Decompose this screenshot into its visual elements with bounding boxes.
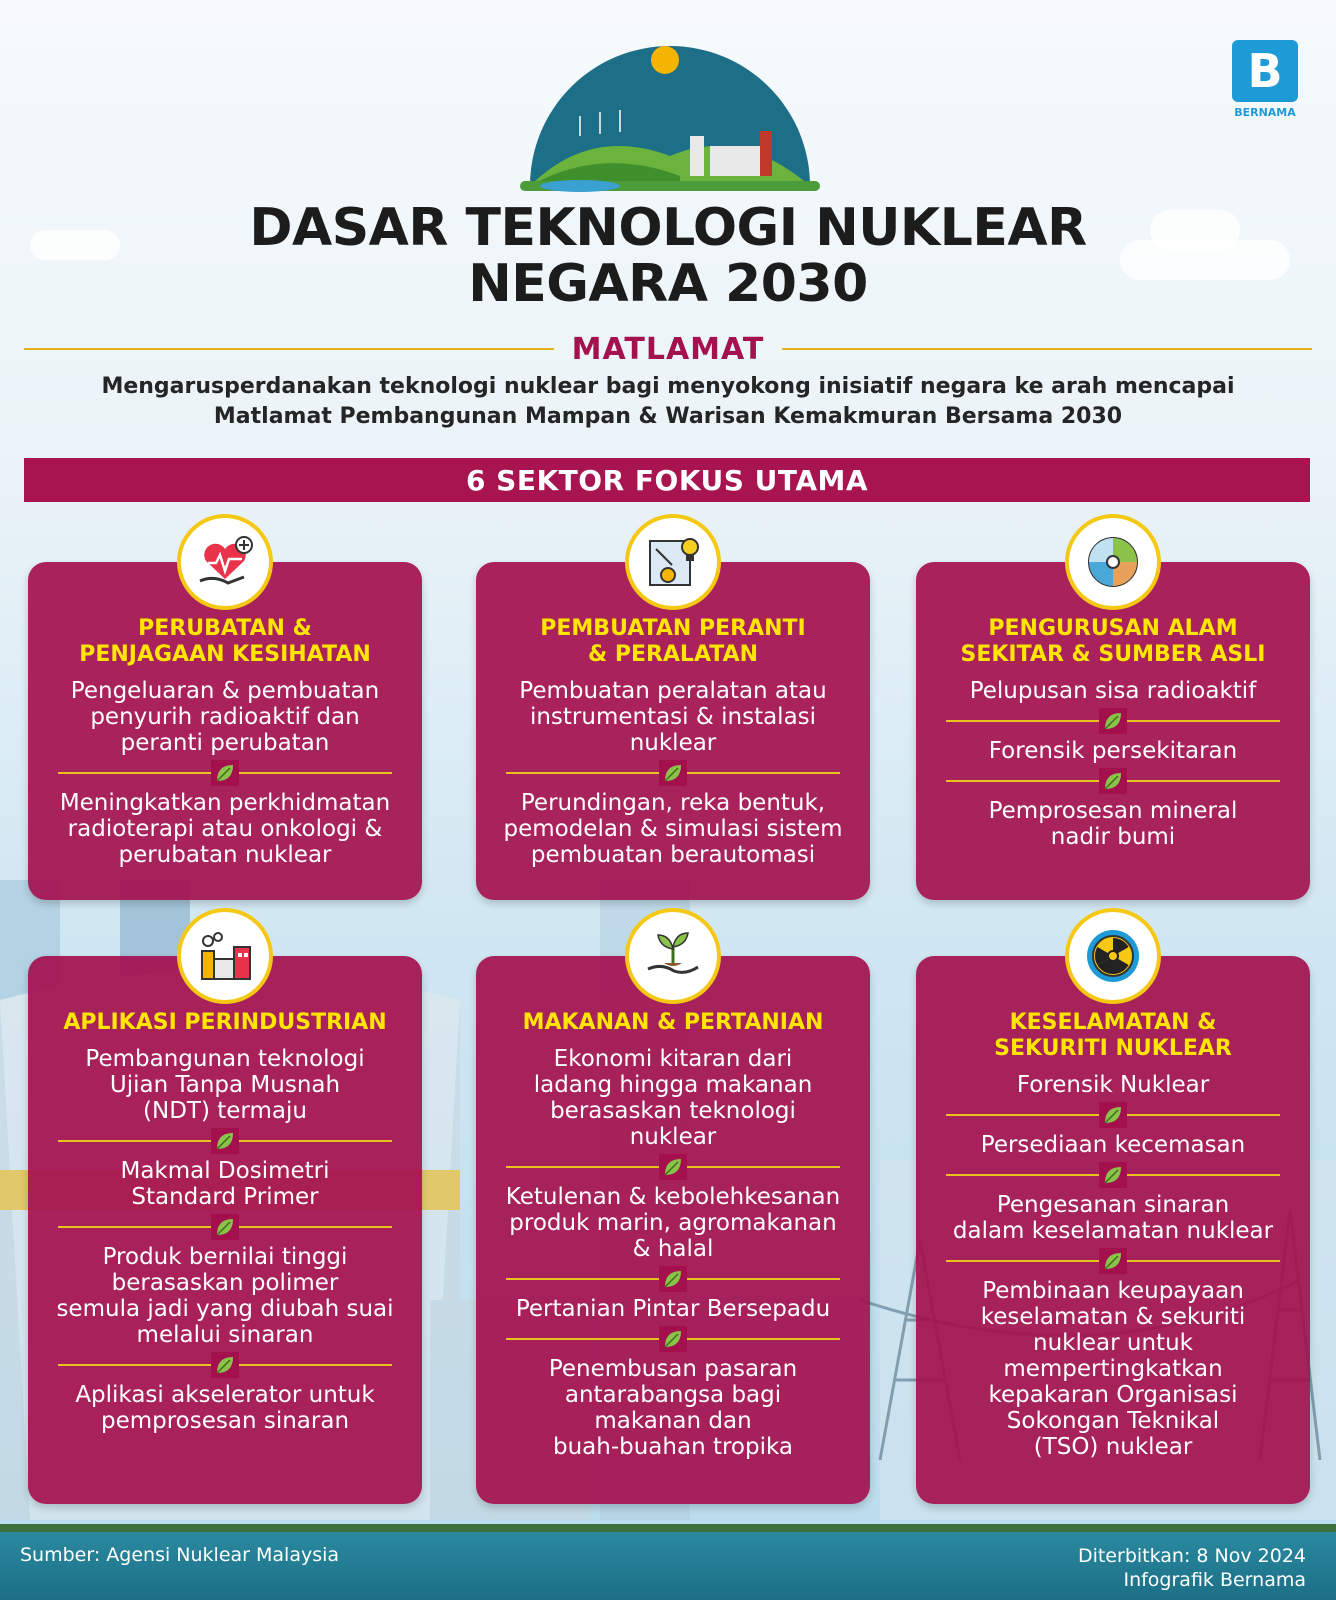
leaf-icon (659, 1326, 687, 1352)
leaf-icon (211, 1128, 239, 1154)
card-title: APLIKASI PERINDUSTRIAN (63, 1010, 387, 1035)
item-separator (506, 756, 840, 790)
card-item: Aplikasi akselerator untuk pemprosesan sinaran (75, 1382, 375, 1434)
card-item: Ketulenan & kebolehkesanan produk marin, agromakanan & halal (505, 1184, 841, 1262)
divider-line (24, 348, 554, 350)
source-text: Sumber: Agensi Nuklear Malaysia (20, 1544, 340, 1566)
item-separator (506, 1322, 840, 1356)
item-separator (946, 704, 1280, 738)
card-title: KESELAMATAN & SEKURITI NUKLEAR (994, 1010, 1232, 1061)
card-title: PERUBATAN & PENJAGAAN KESIHATAN (79, 616, 371, 667)
item-separator (946, 1158, 1280, 1192)
card-item: Produk bernilai tinggi berasaskan polimer semula jadi yang diubah suai melalui sinaran (56, 1244, 394, 1348)
goal-line-2: Matlamat Pembangunan Mampan & Warisan Kemakmuran Bersama 2030 (213, 404, 1123, 429)
leaf-icon (1099, 708, 1127, 734)
leaf-icon (211, 1214, 239, 1240)
sector-card-keselamatan (916, 956, 1310, 1504)
card-title: MAKANAN & PERTANIAN (522, 1010, 824, 1035)
card-item: Perundingan, reka bentuk, pemodelan & simulasi sistem pembuatan berautomasi (503, 790, 843, 868)
radiation-icon (1065, 908, 1161, 1004)
card-item: Pemprosesan mineral nadir bumi (988, 798, 1238, 850)
published-date: Diterbitkan: 8 Nov 2024 (1077, 1545, 1306, 1567)
item-separator (946, 1244, 1280, 1278)
plant-hand-icon (625, 908, 721, 1004)
card-item: Meningkatkan perkhidmatan radioterapi atau onkologi & perubatan nuklear (59, 790, 391, 868)
logo-letter: B (1247, 44, 1283, 98)
card-item: Persediaan kecemasan (980, 1132, 1246, 1158)
leaf-icon (659, 1154, 687, 1180)
item-separator (946, 1098, 1280, 1132)
card-item: Pelupusan sisa radioaktif (969, 678, 1257, 704)
sector-card-pertanian (476, 956, 870, 1504)
card-item: Pertanian Pintar Bersepadu (515, 1296, 831, 1322)
card-item: Pembinaan keupayaan keselamatan & sekuriti nuklear untuk mempertingkatkan kepakaran Organisasi Sokongan Teknikal (TSO) nuklear (980, 1278, 1246, 1460)
item-separator (946, 764, 1280, 798)
card-title: PENGURUSAN ALAM SEKITAR & SUMBER ASLI (960, 616, 1266, 667)
item-separator (58, 1124, 392, 1158)
blueprint-gear-icon (625, 514, 721, 610)
footer (0, 1530, 1336, 1600)
heart-hand-icon (177, 514, 273, 610)
item-separator (58, 756, 392, 790)
goal-heading-row (24, 332, 1312, 366)
card-item: Forensik Nuklear (1016, 1072, 1210, 1098)
goal-heading: MATLAMAT (571, 331, 765, 367)
leaf-icon (1099, 1162, 1127, 1188)
item-separator (58, 1348, 392, 1382)
sector-card-alam-sekitar (916, 562, 1310, 900)
title-line-2: NEGARA 2030 (468, 254, 868, 314)
factory-icon (177, 908, 273, 1004)
sector-card-pembuatan (476, 562, 870, 900)
item-separator (58, 1210, 392, 1244)
card-item: Pengeluaran & pembuatan penyurih radioaktif dan peranti perubatan (70, 678, 380, 756)
card-item: Pengesanan sinaran dalam keselamatan nuklear (952, 1192, 1274, 1244)
publication-info (1078, 1544, 1306, 1592)
environment-globe-icon (1065, 514, 1161, 610)
card-item: Ekonomi kitaran dari ladang hingga makanan berasaskan teknologi nuklear (533, 1046, 813, 1150)
goal-line-1: Mengarusperdanakan teknologi nuklear bagi menyokong inisiatif negara ke arah mencapai (101, 374, 1235, 399)
card-item: Makmal Dosimetri Standard Primer (120, 1158, 330, 1210)
card-item: Pembangunan teknologi Ujian Tanpa Musnah (NDT) termaju (85, 1046, 365, 1124)
logo-text: BERNAMA (1234, 106, 1296, 119)
item-separator (506, 1150, 840, 1184)
leaf-icon (1099, 1248, 1127, 1274)
sector-card-perindustrian (28, 956, 422, 1504)
leaf-icon (659, 760, 687, 786)
leaf-icon (211, 1352, 239, 1378)
title-line-1: DASAR TEKNOLOGI NUKLEAR (249, 198, 1087, 258)
hero-landscape-illustration (520, 36, 820, 196)
card-item: Penembusan pasaran antarabangsa bagi makanan dan buah-buahan tropika (548, 1356, 798, 1460)
leaf-icon (1099, 1102, 1127, 1128)
card-item: Forensik persekitaran (988, 738, 1238, 764)
item-separator (506, 1262, 840, 1296)
goal-text (0, 372, 1336, 432)
leaf-icon (211, 760, 239, 786)
credit-text: Infografik Bernama (1123, 1569, 1306, 1591)
leaf-icon (1099, 768, 1127, 794)
card-title: PEMBUATAN PERANTI & PERALATAN (540, 616, 806, 667)
leaf-icon (659, 1266, 687, 1292)
card-item: Pembuatan peralatan atau instrumentasi & instalasi nuklear (519, 678, 827, 756)
divider-line (782, 348, 1312, 350)
sector-card-perubatan (28, 562, 422, 900)
grass-strip (0, 1524, 1336, 1532)
bernama-logo (1232, 40, 1298, 102)
sectors-heading: 6 SEKTOR FOKUS UTAMA (24, 458, 1310, 502)
page-title (0, 200, 1336, 312)
